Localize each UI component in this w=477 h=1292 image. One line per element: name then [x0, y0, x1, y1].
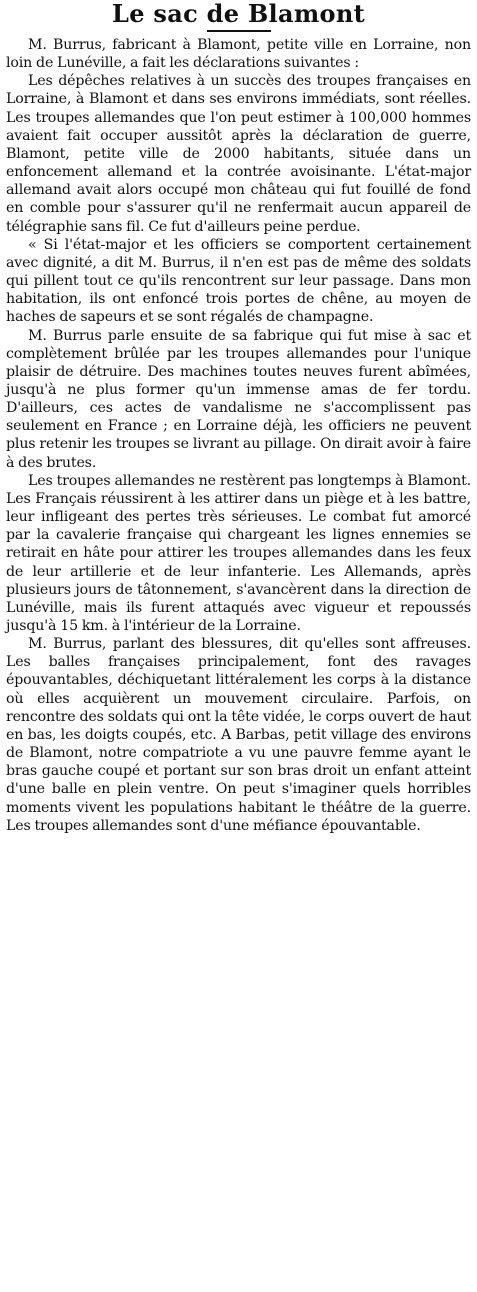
article-body: [6, 36, 471, 835]
article-headline: Le sac de Blamont: [112, 0, 365, 28]
article-paragraph: Les troupes allemandes ne restèrent pas longtemps à Blamont. Les Français réussirent à les attirer dans un piège et à les battre, leur infligeant des pertes très sérieuses. Le combat fut amorcé par la cavalerie française qui chargeant les lignes ennemies se retirait en hâte pour attirer les troupes allemandes dans les feux de leur artillerie et de leur infanterie. Les Allemands, après plusieurs jours de tâtonnement, s'avancèrent dans la direction de Lunéville, mais ils furent attaqués avec vigueur et repoussés jusqu'à 15 km. à l'intérieur de la Lorraine.: [6, 472, 471, 634]
article-paragraph: Les dépêches relatives à un succès des troupes françaises en Lorraine, à Blamont et dans ses environs immédiats, sont réelles. Les troupes allemandes que l'on peut estimer à 100,000 hommes avaient fait occuper aussitôt après la déclaration de guerre, Blamont, petite ville de 2000 habitants, située dans un enfoncement allemand et la contrée avoisinante. L'état-major allemand avait alors occupé mon château qui fut fouillé de fond en comble pour s'assurer qu'il ne renfermait aucun appareil de télégraphie sans fil. Ce fut d'ailleurs peine perdue.: [6, 73, 471, 235]
article-paragraph: M. Burrus parle ensuite de sa fabrique qui fut mise à sac et complètement brûlée par les troupes allemandes pour l'unique plaisir de détruire. Des machines toutes neuves furent abîmées, jusqu'à ne plus former qu'un immense amas de fer tordu. D'ailleurs, ces actes de vandalisme ne s'accomplissent pas seulement en France ; en Lorraine déjà, les officiers ne peuvent plus retenir les troupes se livrant au pillage. On dirait avoir à faire à des brutes.: [6, 327, 471, 471]
article-paragraph: M. Burrus, parlant des blessures, dit qu'elles sont affreuses. Les balles françaises principalement, font des ravages épouvantables, déchiquetant littéralement les corps à la distance où elles acquièrent un mouvement circulaire. Parfois, on rencontre des soldats qui ont la tête vidée, le corps ouvert de haut en bas, les doigts coupés, etc. A Barbas, petit village des environs de Blamont, notre compatriote a vu une pauvre femme ayant le bras gauche coupé et portant sur son bras droit un enfant atteint d'une balle en plein ventre. On peut s'imaginer quels horribles moments vivent les populations habitant le théâtre de la guerre. Les troupes allemandes sont d'une méfiance épouvantable.: [6, 636, 471, 834]
headline-rule: [207, 30, 271, 32]
article-paragraph: « Si l'état-major et les officiers se comportent certainement avec dignité, a dit M. Burrus, il n'en est pas de même des soldats qui pillent tout ce qu'ils rencontrent sur leur passage. Dans mon habitation, ils ont enfoncé trois portes de chêne, au moyen de haches de sapeurs et se sont régalés de champagne.: [6, 236, 471, 326]
article-paragraph: M. Burrus, fabricant à Blamont, petite ville en Lorraine, non loin de Lunéville, a fait les déclarations suivantes :: [6, 37, 471, 72]
